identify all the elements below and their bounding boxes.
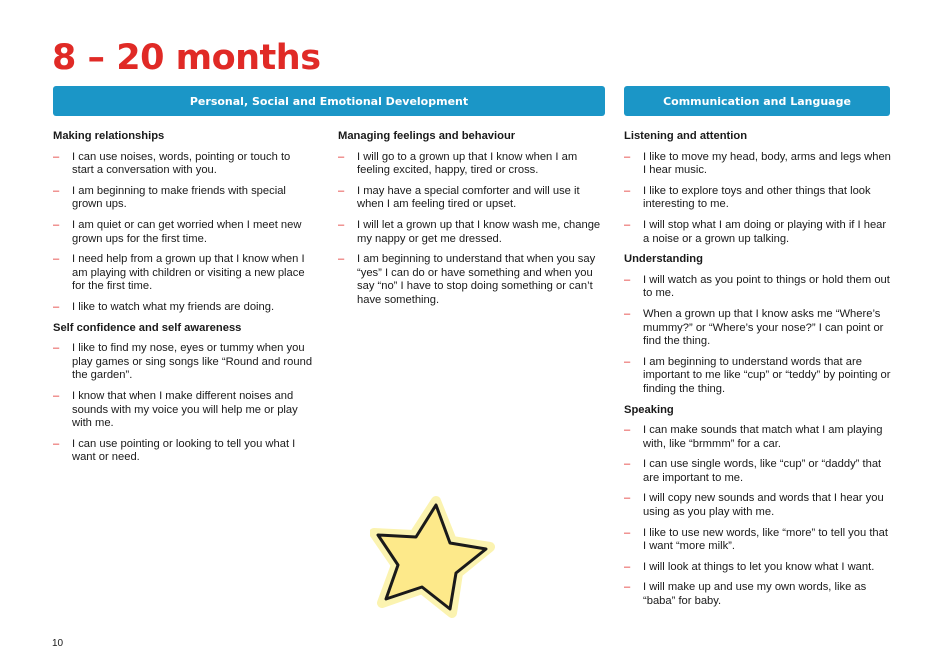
list-understanding: [624, 274, 892, 397]
dash-bullet: –: [53, 389, 60, 402]
banner-personal-social-emotional: Personal, Social and Emotional Development: [53, 86, 605, 116]
dash-bullet: –: [624, 150, 631, 163]
page-title: 8 – 20 months: [52, 38, 321, 78]
list-self-confidence: [53, 342, 315, 465]
dash-bullet: –: [624, 218, 631, 231]
list-item: – I will look at things to let you know what I want.: [624, 560, 875, 573]
dash-bullet: –: [338, 218, 345, 231]
list-item: – I will make up and use my own words, like as “baba” for baby.: [624, 581, 867, 608]
dash-bullet: –: [624, 273, 631, 286]
dash-bullet: –: [338, 253, 345, 266]
dash-bullet: –: [624, 492, 631, 505]
list-making-relationships: [53, 151, 315, 315]
dash-bullet: –: [53, 342, 60, 355]
dash-bullet: –: [624, 355, 631, 368]
dash-bullet: –: [53, 300, 60, 313]
list-item: – I know that when I make different noises and sounds with my voice you will help me or play with me.: [53, 389, 298, 430]
list-speaking: [624, 424, 892, 609]
dash-bullet: –: [624, 581, 631, 594]
column-communication: [624, 130, 892, 616]
list-item: – I am quiet or can get worried when I meet new grown ups for the first time.: [53, 218, 302, 245]
list-item: – I will stop what I am doing or playing with if I hear a noise or a grown up talking.: [624, 218, 887, 245]
dash-bullet: –: [53, 253, 60, 266]
list-item: – I like to find my nose, eyes or tummy when you play games or sing songs like “Round and round the garden”.: [53, 342, 313, 382]
list-item: – I am beginning to make friends with special grown ups.: [53, 184, 286, 211]
dash-bullet: –: [338, 184, 345, 197]
heading-speaking: Speaking: [624, 403, 674, 416]
dash-bullet: –: [624, 560, 631, 573]
banner-communication-language: Communication and Language: [624, 86, 890, 116]
column-personal-2: [338, 130, 603, 315]
dash-bullet: –: [53, 437, 60, 450]
heading-understanding: Understanding: [624, 253, 703, 266]
list-item: – I like to use new words, like “more” to tell you that I want “more milk”.: [624, 526, 888, 553]
list-item: – I can use single words, like “cup” or “daddy” that are important to me.: [624, 458, 882, 484]
dash-bullet: –: [53, 218, 60, 231]
dash-bullet: –: [624, 307, 631, 320]
list-item: – I like to watch what my friends are doing.: [53, 300, 275, 313]
list-listening-attention: [624, 151, 892, 247]
list-item: – I like to explore toys and other things that look interesting to me.: [624, 184, 871, 211]
dash-bullet: –: [53, 184, 60, 197]
column-personal-1: [53, 130, 315, 472]
dash-bullet: –: [624, 424, 631, 437]
dash-bullet: –: [338, 150, 345, 163]
dash-bullet: –: [53, 150, 60, 163]
list-item: – I may have a special comforter and will use it when I am feeling tired or upset.: [338, 184, 580, 211]
list-item: – I will go to a grown up that I know when I am feeling excited, happy, tired or cross.: [338, 150, 578, 177]
list-item: – I am beginning to understand words that are important to me like “cup” or “teddy” by pointing or finding the thing.: [624, 355, 891, 395]
list-item: – I like to move my head, body, arms and legs when I hear music.: [624, 150, 891, 177]
list-item: – I can use noises, words, pointing or touch to start a conversation with you.: [53, 150, 291, 177]
list-item: – I will let a grown up that I know wash me, change my nappy or get me dressed.: [338, 218, 601, 245]
page-number: 10: [52, 638, 64, 649]
heading-making-relationships: Making relationships: [53, 130, 165, 142]
list-item: – I will watch as you point to things or hold them out to me.: [624, 273, 890, 300]
list-managing-feelings: [338, 151, 603, 308]
list-item: – I need help from a grown up that I know when I am playing with children or visiting a new place for the first time.: [53, 253, 305, 293]
list-item: – I am beginning to understand that when you say “yes” I can do or have something and when you say “no” I have to stop doing something or can’t have something.: [338, 253, 596, 306]
list-item: – When a grown up that I know asks me “Where’s mummy?” or “Where’s your nose?” I can point or find the thing.: [624, 307, 884, 348]
heading-listening-attention: Listening and attention: [624, 130, 748, 142]
star-icon: [370, 495, 495, 625]
dash-bullet: –: [624, 458, 631, 471]
list-item: – I will copy new sounds and words that I hear you using as you play with me.: [624, 492, 884, 519]
heading-managing-feelings: Managing feelings and behaviour: [338, 130, 516, 142]
heading-self-confidence: Self confidence and self awareness: [53, 321, 242, 334]
list-item: – I can make sounds that match what I am playing with, like “brmmm” for a car.: [624, 424, 883, 450]
dash-bullet: –: [624, 526, 631, 539]
list-item: – I can use pointing or looking to tell you what I want or need.: [53, 437, 296, 464]
dash-bullet: –: [624, 184, 631, 197]
